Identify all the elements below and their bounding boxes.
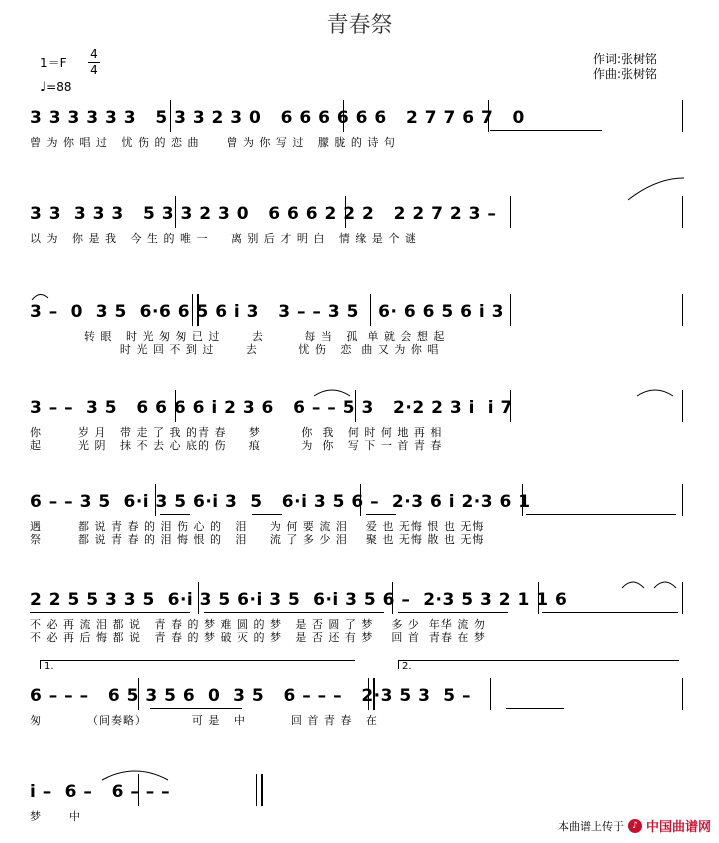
lyric-line: 你 岁 月 带 走 了 我 的青 春 梦 你 我 何 时 何 地 再 相 xyxy=(30,426,443,439)
notation-line: 2 2 5 5 3 3 5 6·i 3 5 6·i 3 5 6·i 3 5 6 – 2·3 5 3 2 1 1 6 xyxy=(30,590,568,610)
notation-line: 3 3 3 3 3 3 5 3 3 2 3 0 6 6 6 6 6 6 2 7 7 6 7 0 xyxy=(30,108,525,128)
tie-slur xyxy=(100,764,170,782)
tempo-value: =88 xyxy=(46,80,72,94)
credits xyxy=(593,52,657,82)
lyric-line: 梦 中 xyxy=(30,810,81,823)
page-title: 青春祭 xyxy=(326,13,393,38)
footer-credit xyxy=(558,816,711,835)
tie-slur xyxy=(312,384,352,398)
time-signature-top: 4 xyxy=(90,47,98,61)
tie-slur xyxy=(652,576,678,590)
lyricist: 作词:张树铭 xyxy=(592,52,657,66)
composer: 作曲:张树铭 xyxy=(592,67,657,81)
lyric-line: 时 光 回 不 到 过 去 忧 伤 恋 曲 又 为 你 唱 xyxy=(30,343,440,356)
tie-slur xyxy=(30,288,50,302)
notation-line: 3 – 0 3 5 6·6 6 5 6 i 3 3 – – 3 5 6· 6 6 5 6 i 3 xyxy=(30,302,504,322)
lyric-line: 祭 都 说 青 春 的 泪 悔 恨 的 泪 流 了 多 少 泪 聚 也 无悔 散 也 无悔 xyxy=(30,533,485,546)
lyric-line: 不 必 再 后 悔 都 说 青 春 的 梦 破 灭 的 梦 是 否 还 有 梦 回 首 青春 在 梦 xyxy=(30,631,486,644)
notation-line: 6 – – 3 5 6·i 3 5 6·i 3 5 6·i 3 5 6 – 2·3 6 i 2·3 6 1 xyxy=(30,492,531,512)
notation-line: 6 – – – 6 5 3 5 6 0 3 5 6 – – – 2·3 5 3 5 – xyxy=(30,686,472,706)
time-signature-bottom: 4 xyxy=(90,63,98,77)
lyric-line: 遇 都 说 青 春 的 泪 伤 心 的 泪 为 何 要 流 泪 爱 也 无悔 恨 也 无悔 xyxy=(30,520,485,533)
notation-line: 3 3 3 3 3 5 3 3 2 3 0 6 6 6 2 2 2 2 2 7 2 3 – xyxy=(30,204,497,224)
notation-line: i – 6 – 6 – – – xyxy=(30,782,171,802)
tempo-marking xyxy=(40,80,71,95)
tie-slur xyxy=(626,176,686,202)
notation-line: 3 – – 3 5 6 6 6 6 i 2 3 6 6 – – 5 3 2·2 2 3 i i 7 xyxy=(30,398,513,418)
lyric-line: 曾 为 你 唱 过 忧 伤 的 恋 曲 曾 为 你 写 过 朦 胧 的 诗 句 xyxy=(30,136,396,149)
key-signature: 1＝F xyxy=(40,56,67,70)
site-name[interactable]: 中国曲谱网 xyxy=(645,820,711,835)
lyric-line: 起 光 阴 抹 不 去 心 底的 伤 痕 为 你 写 下 一 首 青 春 xyxy=(30,439,443,452)
lyric-line: 以 为 你 是 我 今 生 的 唯 一 离 别 后 才 明 白 情 缘 是 个 谜 xyxy=(30,232,417,245)
tie-slur xyxy=(635,384,675,398)
footer-text: 本曲谱上传于 xyxy=(557,819,624,833)
lyric-line: 不 必 再 流 泪 都 说 青 春 的 梦 难 圆 的 梦 是 否 圆 了 梦 多 少 年华 流 勿 xyxy=(30,618,486,631)
lyric-line: 转 眼 时 光 匆 匆 已 过 去 每 当 孤 单 就 会 想 起 xyxy=(30,330,446,343)
tie-slur xyxy=(620,576,646,590)
time-signature xyxy=(88,48,100,77)
site-logo-icon: ♪ xyxy=(628,819,642,833)
quarter-note-icon: ♩ xyxy=(40,80,47,95)
lyric-line: 匆 （间奏略） 可 是 中 回 首 青 春 在 xyxy=(30,714,378,727)
